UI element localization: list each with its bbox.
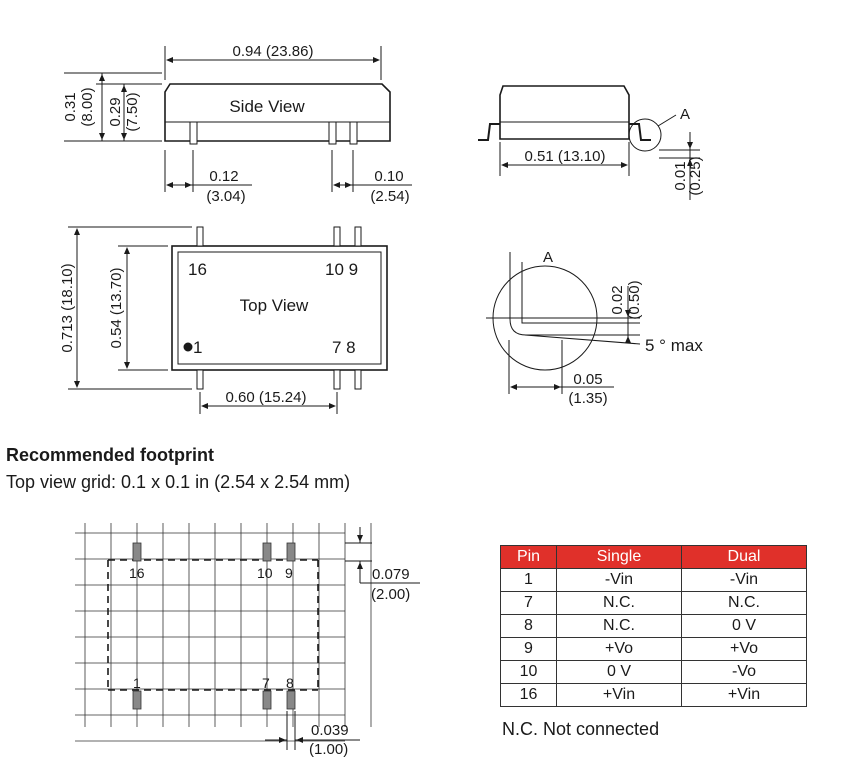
side-height-inner-in: 0.29	[107, 97, 124, 127]
cell-single: +Vin	[557, 684, 682, 707]
lead-length-mm: (1.35)	[568, 390, 608, 407]
fp-pin-16: 16	[129, 565, 145, 581]
footprint-grid-note: Top view grid: 0.1 x 0.1 in (2.54 x 2.54 mm)	[6, 472, 351, 492]
cell-dual: N.C.	[682, 592, 807, 615]
pin-table	[500, 545, 807, 707]
side-height-outer-mm: (8.00)	[79, 87, 96, 127]
footprint-grid	[75, 523, 371, 741]
fp-pin-8: 8	[286, 675, 294, 691]
cell-dual: 0 V	[682, 615, 807, 638]
cell-dual: +Vin	[682, 684, 807, 707]
footprint-title: Recommended footprint	[6, 445, 215, 465]
top-pin-16: 16	[188, 260, 207, 279]
end-detail-marker: A	[680, 106, 691, 123]
cell-single: N.C.	[557, 592, 682, 615]
table-row	[501, 661, 807, 684]
fp-pin-10: 10	[257, 565, 273, 581]
top-height-outer: 0.713 (18.10)	[59, 263, 76, 353]
end-view	[478, 86, 700, 200]
table-row	[501, 638, 807, 661]
side-width-dim: 0.94 (23.86)	[232, 43, 314, 60]
fp-pin-9: 9	[285, 565, 293, 581]
pad-height-mm: (2.00)	[371, 586, 411, 603]
top-pin-7-8: 7 8	[332, 338, 356, 357]
cell-pin: 10	[501, 661, 557, 684]
side-height-inner-mm: (7.50)	[124, 92, 141, 132]
standoff-in: 0.02	[609, 285, 626, 315]
header-pin: Pin	[501, 546, 557, 569]
pad-width-in: 0.039	[311, 722, 349, 739]
pin-pitch-mm: (2.54)	[370, 188, 410, 205]
pad-height-in: 0.079	[372, 566, 410, 583]
fp-pin-7: 7	[262, 675, 270, 691]
cell-single: 0 V	[557, 661, 682, 684]
standoff-mm: (0.50)	[626, 280, 643, 320]
top-view-label: Top View	[239, 296, 309, 315]
pin-offset-in: 0.12	[209, 168, 239, 185]
cell-pin: 9	[501, 638, 557, 661]
row-spacing-dim: 0.60 (15.24)	[225, 389, 307, 406]
cell-dual: +Vo	[682, 638, 807, 661]
top-pin-10-9: 10 9	[325, 260, 359, 279]
cell-single: +Vo	[557, 638, 682, 661]
lead-thickness-mm: (0.25)	[687, 156, 704, 196]
top-pin-1: 1	[193, 338, 203, 357]
cell-dual: -Vin	[682, 569, 807, 592]
lead-length-in: 0.05	[573, 371, 603, 388]
cell-single: -Vin	[557, 569, 682, 592]
cell-single: N.C.	[557, 615, 682, 638]
pin-offset-mm: (3.04)	[206, 188, 246, 205]
table-row	[501, 684, 807, 707]
cell-pin: 1	[501, 569, 557, 592]
table-row	[501, 592, 807, 615]
pin-pitch-in: 0.10	[374, 168, 404, 185]
side-height-outer-in: 0.31	[62, 92, 79, 122]
nc-note: N.C. Not connected	[502, 719, 660, 739]
cell-pin: 7	[501, 592, 557, 615]
header-dual: Dual	[682, 546, 807, 569]
cell-pin: 8	[501, 615, 557, 638]
table-row	[501, 615, 807, 638]
fp-pin-1: 1	[133, 675, 141, 691]
header-single: Single	[557, 546, 682, 569]
detail-a	[486, 252, 640, 394]
top-height-inner: 0.54 (13.70)	[108, 267, 125, 349]
cell-dual: -Vo	[682, 661, 807, 684]
angle-label: 5 ° max	[645, 336, 703, 355]
pad-width-mm: (1.00)	[309, 741, 349, 758]
footprint-drawing	[60, 515, 440, 765]
detail-a-label: A	[543, 249, 554, 266]
end-width-dim: 0.51 (13.10)	[524, 148, 606, 165]
lead-thickness-in: 0.01	[672, 161, 689, 191]
pin-table-header	[501, 546, 807, 569]
cell-pin: 16	[501, 684, 557, 707]
side-view-label: Side View	[229, 97, 305, 116]
table-row	[501, 569, 807, 592]
